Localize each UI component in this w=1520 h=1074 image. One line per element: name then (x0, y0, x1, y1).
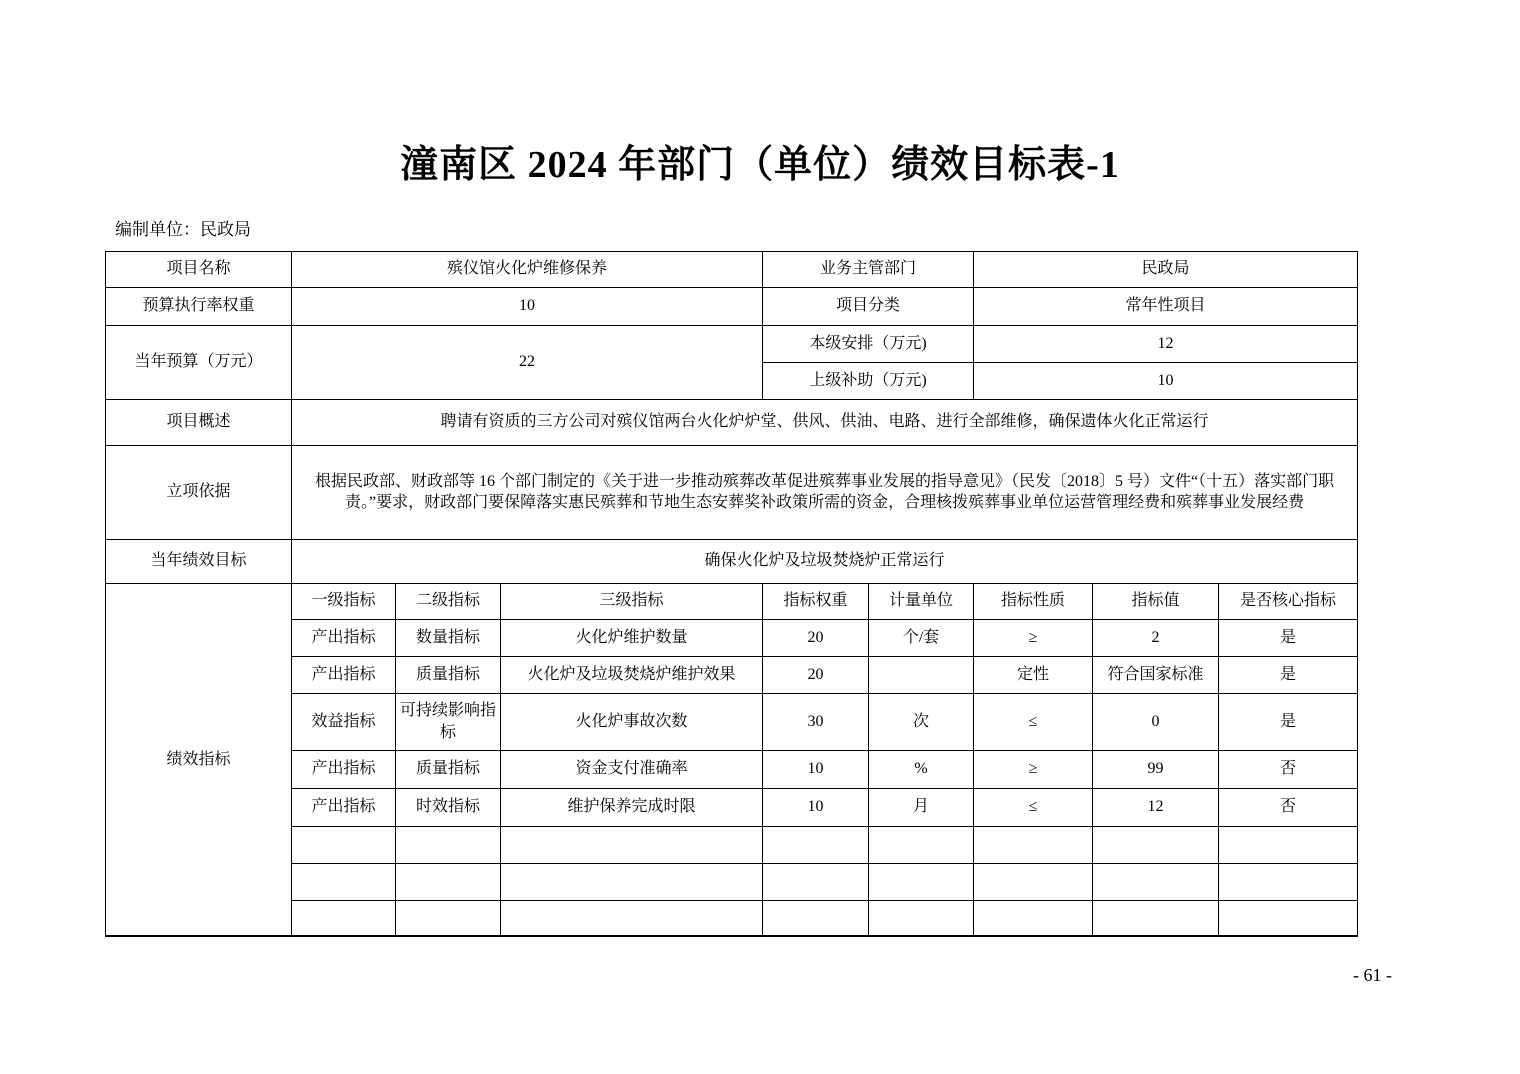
indicator-cell: 定性 (974, 656, 1093, 693)
overview-value: 聘请有资质的三方公司对殡仪馆两台火化炉炉堂、供风、供油、电路、进行全部维修，确保遗体火化正常运行 (292, 399, 1358, 445)
table-row (106, 325, 1358, 362)
indicator-cell (1219, 826, 1358, 863)
page-number: - 61 - (1353, 965, 1392, 986)
annual-goal-label: 当年绩效目标 (106, 539, 292, 583)
column-header-level2: 二级指标 (396, 583, 501, 619)
indicator-cell (292, 826, 396, 863)
indicator-cell: % (869, 750, 974, 788)
indicator-cell: 产出指标 (292, 788, 396, 826)
indicator-row (106, 619, 1358, 656)
indicator-cell: 火化炉事故次数 (501, 693, 763, 750)
indicator-cell: 30 (763, 693, 869, 750)
indicator-cell: 10 (763, 788, 869, 826)
indicator-cell (974, 900, 1093, 936)
indicator-cell: 月 (869, 788, 974, 826)
indicator-cell: 否 (1219, 750, 1358, 788)
indicator-header-row (106, 583, 1358, 619)
indicator-cell: 0 (1093, 693, 1219, 750)
indicator-cell: 产出指标 (292, 750, 396, 788)
annual-goal-value: 确保火化炉及垃圾焚烧炉正常运行 (292, 539, 1358, 583)
table-row (106, 251, 1358, 287)
indicator-row (106, 656, 1358, 693)
overview-label: 项目概述 (106, 399, 292, 445)
budget-weight-value: 10 (292, 287, 763, 325)
indicator-cell (974, 863, 1093, 900)
local-arrangement-label: 本级安排（万元) (763, 325, 974, 362)
indicator-cell: ≥ (974, 750, 1093, 788)
indicator-cell: 符合国家标准 (1093, 656, 1219, 693)
indicator-cell: 是 (1219, 693, 1358, 750)
column-header-weight: 指标权重 (763, 583, 869, 619)
page-title: 潼南区 2024 年部门（单位）绩效目标表-1 (400, 144, 1120, 186)
indicator-cell: 产出指标 (292, 619, 396, 656)
indicator-cell: 20 (763, 619, 869, 656)
indicator-cell (1093, 863, 1219, 900)
indicator-cell (1219, 863, 1358, 900)
category-label: 项目分类 (763, 287, 974, 325)
indicator-cell: 10 (763, 750, 869, 788)
indicator-cell: 12 (1093, 788, 1219, 826)
project-name-label: 项目名称 (106, 251, 292, 287)
indicator-cell (869, 826, 974, 863)
indicator-cell: 2 (1093, 619, 1219, 656)
indicator-cell (501, 863, 763, 900)
indicator-cell: 质量指标 (396, 656, 501, 693)
indicator-cell (292, 863, 396, 900)
category-value: 常年性项目 (974, 287, 1358, 325)
superior-subsidy-label: 上级补助（万元) (763, 362, 974, 399)
indicator-section-label: 绩效指标 (106, 583, 292, 936)
project-name-value: 殡仪馆火化炉维修保养 (292, 251, 763, 287)
indicator-cell: 否 (1219, 788, 1358, 826)
indicator-cell (974, 826, 1093, 863)
superior-subsidy-value: 10 (974, 362, 1358, 399)
indicator-cell: 质量指标 (396, 750, 501, 788)
indicator-cell: 次 (869, 693, 974, 750)
local-arrangement-value: 12 (974, 325, 1358, 362)
indicator-cell: 效益指标 (292, 693, 396, 750)
table-row (106, 287, 1358, 325)
prepared-by-label: 编制单位：民政局 (115, 219, 251, 239)
budget-weight-label: 预算执行率权重 (106, 287, 292, 325)
indicator-row-empty (106, 826, 1358, 863)
column-header-unit: 计量单位 (869, 583, 974, 619)
indicator-cell (501, 826, 763, 863)
indicator-row (106, 788, 1358, 826)
indicator-cell: 火化炉维护数量 (501, 619, 763, 656)
indicator-cell: ≤ (974, 693, 1093, 750)
indicator-cell: 数量指标 (396, 619, 501, 656)
indicator-cell: 20 (763, 656, 869, 693)
dept-value: 民政局 (974, 251, 1358, 287)
indicator-cell (292, 900, 396, 936)
table-row (106, 445, 1358, 539)
indicator-cell (396, 863, 501, 900)
indicator-cell: 可持续影响指标 (396, 693, 501, 750)
year-budget-value: 22 (292, 325, 763, 399)
indicator-cell (396, 900, 501, 936)
year-budget-label: 当年预算（万元） (106, 325, 292, 399)
basis-value: 根据民政部、财政部等 16 个部门制定的《关于进一步推动殡葬改革促进殡葬事业发展的指导意见》（民发〔2018〕5 号）文件“（十五）落实部门职责。”要求，财政部门要保障落实惠民殡葬和节地生态安葬奖补政策所需的资金，合理核拨殡葬事业单位运营管理经费和殡葬事业发展经费 (292, 445, 1358, 539)
indicator-cell: 火化炉及垃圾焚烧炉维护效果 (501, 656, 763, 693)
table-row (106, 539, 1358, 583)
indicator-cell (396, 826, 501, 863)
dept-label: 业务主管部门 (763, 251, 974, 287)
indicator-cell (1093, 900, 1219, 936)
indicator-cell (1093, 826, 1219, 863)
indicator-cell (763, 863, 869, 900)
indicator-cell: 维护保养完成时限 (501, 788, 763, 826)
indicator-cell: ≤ (974, 788, 1093, 826)
indicator-cell: 产出指标 (292, 656, 396, 693)
performance-target-table (105, 251, 1358, 938)
indicator-cell: ≥ (974, 619, 1093, 656)
basis-label: 立项依据 (106, 445, 292, 539)
indicator-cell (501, 900, 763, 936)
indicator-cell: 资金支付准确率 (501, 750, 763, 788)
column-header-value: 指标值 (1093, 583, 1219, 619)
indicator-cell (763, 826, 869, 863)
indicator-cell: 是 (1219, 656, 1358, 693)
indicator-cell (869, 900, 974, 936)
indicator-cell (869, 656, 974, 693)
indicator-row-empty (106, 900, 1358, 936)
indicator-cell (763, 900, 869, 936)
indicator-cell (1219, 900, 1358, 936)
column-header-nature: 指标性质 (974, 583, 1093, 619)
column-header-level3: 三级指标 (501, 583, 763, 619)
indicator-row (106, 693, 1358, 750)
indicator-cell (869, 863, 974, 900)
indicator-row-empty (106, 863, 1358, 900)
indicator-cell: 99 (1093, 750, 1219, 788)
indicator-row (106, 750, 1358, 788)
indicator-cell: 个/套 (869, 619, 974, 656)
column-header-level1: 一级指标 (292, 583, 396, 619)
indicator-cell: 时效指标 (396, 788, 501, 826)
indicator-cell: 是 (1219, 619, 1358, 656)
column-header-core: 是否核心指标 (1219, 583, 1358, 619)
table-row (106, 399, 1358, 445)
